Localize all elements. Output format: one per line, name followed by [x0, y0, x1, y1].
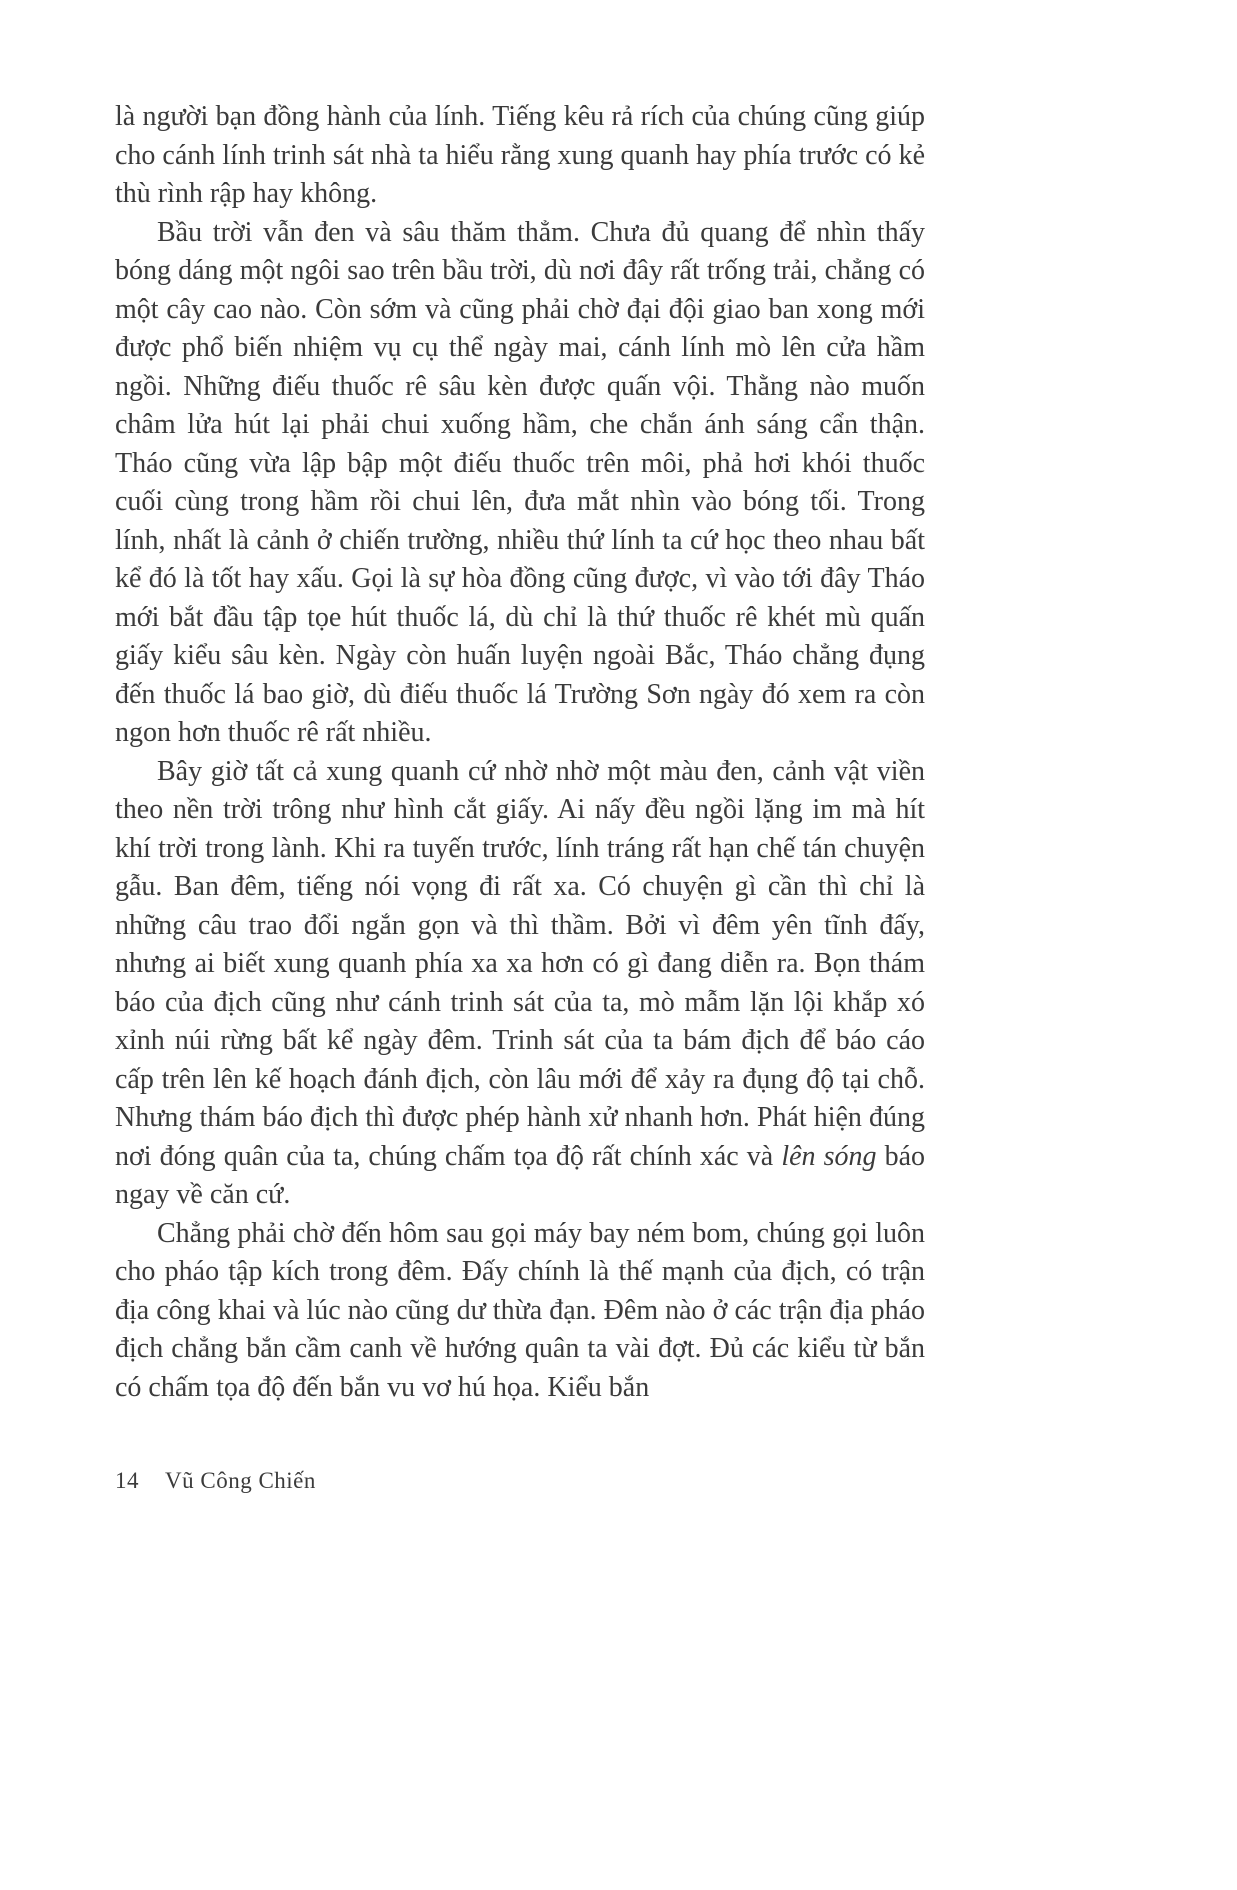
text-run: Bây giờ tất cả xung quanh cứ nhờ nhờ một màu đen, cảnh vật viền theo nền trời trông như hình cắt giấy. Ai nấy đều ngồi lặng im mà hít khí trời trong lành. Khi ra tuyến trước, lính tráng rất hạn chế tán chuyện gẫu. Ban đêm, tiếng nói vọng đi rất xa. Có chuyện gì cần thì chỉ là những câu trao đổi ngắn gọn và thì thầm. Bởi vì đêm yên tĩnh đấy, nhưng ai biết xung quanh phía xa xa hơn có gì đang diễn ra. Bọn thám báo của địch cũng như cánh trinh sát của ta, mò mẫm lặn lội khắp xó xỉnh núi rừng bất kể ngày đêm. Trinh sát của ta bám địch để báo cáo cấp trên lên kế hoạch đánh địch, còn lâu mới để xảy ra đụng độ tại chỗ. Nhưng thám báo địch thì được phép hành xử nhanh hơn. Phát hiện đúng nơi đóng quân của ta, chúng chấm tọa độ rất chính xác và — [115, 755, 925, 1172]
text-run: Bầu trời vẫn đen và sâu thăm thẳm. Chưa đủ quang để nhìn thấy bóng dáng một ngôi sao trên bầu trời, dù nơi đây rất trống trải, chẳng có một cây cao nào. Còn sớm và cũng phải chờ đại đội giao ban xong mới được phổ biến nhiệm vụ cụ thể ngày mai, cánh lính mò lên cửa hầm ngồi. Những điếu thuốc rê sâu kèn được quấn vội. Thằng nào muốn châm lửa hút lại phải chui xuống hầm, che chắn ánh sáng cẩn thận. Tháo cũng vừa lập bập một điếu thuốc trên môi, phả hơi khói thuốc cuối cùng trong hầm rồi chui lên, đưa mắt nhìn vào bóng tối. Trong lính, nhất là cảnh ở chiến trường, nhiều thứ lính ta cứ học theo nhau bất kể đó là tốt hay xấu. Gọi là sự hòa đồng cũng được, vì vào tới đây Tháo mới bắt đầu tập tọe hút thuốc lá, dù chỉ là thứ thuốc rê khét mù quấn giấy kiểu sâu kèn. Ngày còn huấn luyện ngoài Bắc, Tháo chẳng đụng đến thuốc lá bao giờ, dù điếu thuốc lá Trường Sơn ngày đó xem ra còn ngon hơn thuốc rê rất nhiều. — [115, 216, 925, 748]
paragraph — [115, 214, 925, 753]
italic-text-run: lên sóng — [781, 1140, 877, 1172]
running-footer-author: Vũ Công Chiến — [165, 1468, 316, 1493]
text-run: báo ngay về căn cứ. — [115, 1140, 925, 1210]
text-run: Chẳng phải chờ đến hôm sau gọi máy bay ném bom, chúng gọi luôn cho pháo tập kích trong đêm. Đấy chính là thế mạnh của địch, có trận địa công khai và lúc nào cũng dư thừa đạn. Đêm nào ở các trận địa pháo địch chẳng bắn cầm canh về hướng quân ta vài đợt. Đủ các kiểu từ bắn có chấm tọa độ đến bắn vu vơ hú họa. Kiểu bắn — [115, 1217, 925, 1403]
text-run: là người bạn đồng hành của lính. Tiếng kêu rả rích của chúng cũng giúp cho cánh lính trinh sát nhà ta hiểu rằng xung quanh hay phía trước có kẻ thù rình rập hay không. — [115, 101, 925, 209]
page-number: 14 — [115, 1468, 139, 1493]
paragraph — [115, 98, 925, 214]
body-text — [115, 98, 925, 1407]
paragraph — [115, 1215, 925, 1408]
paragraph — [115, 753, 925, 1215]
page-footer — [115, 1468, 316, 1494]
